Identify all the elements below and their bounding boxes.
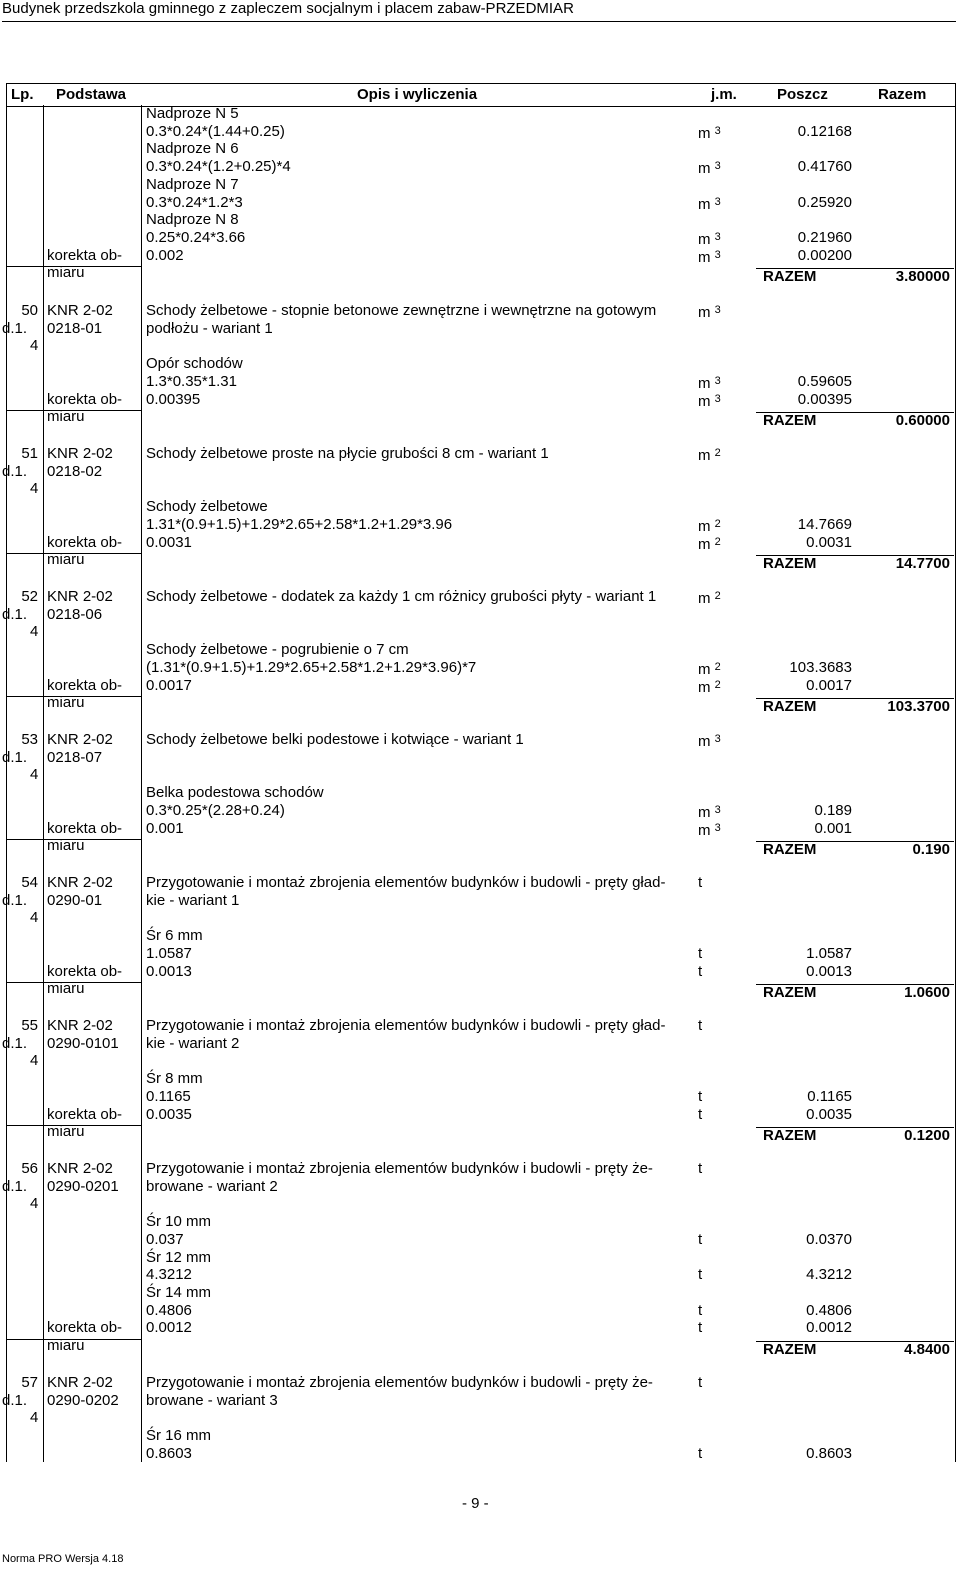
document-title: Budynek przedszkola gminnego z zapleczem socjalnym i placem zabaw-PRZEDMIAR [2,0,574,17]
item-number: 50 [21,302,38,319]
calc-value: 0.0031 [806,533,852,551]
row-separator [6,1339,141,1340]
calc-line: Schody żelbetowe - pogrubienie o 7 cm [146,641,409,659]
korekta-label: miaru [47,837,85,855]
col-podstawa: Podstawa [56,86,127,103]
calc-unit: m $^3$ [698,392,721,410]
calc-unit: m $^3$ [698,124,721,142]
calc-line: Opór schodów [146,355,243,373]
calc-line: Śr 10 mm [146,1213,212,1231]
calc-line: Śr 14 mm [146,1283,212,1301]
calc-unit: m $^3$ [698,230,721,248]
razem-label: RAZEM [763,1340,817,1358]
item-description: Przygotowanie i montaż zbrojenia elementów budynków i budowli - pręty że- [146,1160,653,1177]
razem-label: RAZEM [763,555,817,573]
item-number: 4 [30,337,39,355]
calc-value: 0.25920 [797,193,852,211]
calc-value: 0.12168 [797,122,852,140]
header-rule [2,21,956,22]
item-code: 0218-07 [47,748,103,766]
calc-unit: m $^2$ [698,678,721,696]
item-description: Przygotowanie i montaż zbrojenia elementów budynków i budowli - pręty że- [146,1374,653,1391]
calc-unit: t [698,1087,703,1105]
razem-label: RAZEM [763,984,817,1002]
item-number: d.1. [2,748,28,766]
calc-unit: m $^3$ [698,195,721,213]
col-divider-podstawa [141,105,142,1462]
calc-value: 0.00200 [797,246,852,264]
item-description: Przygotowanie i montaż zbrojenia elementów budynków i budowli - pręty gład- [146,1017,666,1034]
calc-unit: m $^2$ [698,660,721,678]
korekta-label: korekta ob- [47,819,123,837]
item-description: Schody żelbetowe belki podestowe i kotwiące - wariant 1 [146,731,524,748]
calc-unit: m $^3$ [698,374,721,392]
item-code: 0290-0202 [47,1391,119,1409]
razem-value: 3.80000 [895,268,950,286]
calc-value: 0.0035 [806,1105,852,1123]
korekta-label: korekta ob- [47,1319,123,1337]
item-number: d.1. [2,1391,28,1409]
item-number: 4 [30,909,39,927]
item-number: d.1. [2,1034,28,1052]
row-separator [6,266,141,267]
row-separator [6,696,141,697]
korekta-label: korekta ob- [47,246,123,264]
calc-line: 4.3212 [146,1266,192,1284]
item-code: KNR 2-02 [47,731,113,748]
row-separator [6,982,141,983]
row-separator [6,410,141,411]
item-code: 0290-01 [47,891,103,909]
item-description: kie - wariant 1 [146,891,240,909]
item-code: 0218-02 [47,462,103,480]
calc-line: Nadproze N 7 [146,175,239,193]
item-number: 55 [21,1017,38,1034]
row-separator [6,1125,141,1126]
item-code: 0218-06 [47,605,103,623]
calc-line: 0.1165 [146,1087,191,1105]
row-separator [6,553,141,554]
razem-label: RAZEM [763,1127,817,1145]
calc-value: 0.189 [814,801,852,819]
item-code: KNR 2-02 [47,1017,113,1034]
calc-line: 0.0013 [146,962,192,980]
calc-line: 0.002 [146,246,184,264]
calc-line: Nadproze N 5 [146,105,239,122]
korekta-label: miaru [47,694,85,712]
calc-unit: t [698,1230,703,1248]
item-number: 4 [30,1195,39,1213]
calc-line: Schody żelbetowe [146,498,268,516]
calc-unit: t [698,1301,703,1319]
item-number: 53 [21,731,38,748]
item-unit: m $^2$ [698,590,721,607]
calc-value: 0.8603 [806,1444,852,1462]
item-number: d.1. [2,319,28,337]
korekta-label: miaru [47,1337,85,1354]
item-code: KNR 2-02 [47,874,113,891]
item-number: 4 [30,1409,39,1427]
item-code: KNR 2-02 [47,1374,113,1391]
calc-value: 0.21960 [797,228,852,246]
calc-value: 0.00395 [797,390,852,408]
korekta-label: miaru [47,408,85,426]
calc-line: 1.3*0.35*1.31 [146,372,237,390]
item-code: 0290-0101 [47,1034,119,1052]
col-lp: Lp. [11,86,34,103]
item-description: Przygotowanie i montaż zbrojenia elementów budynków i budowli - pręty gład- [146,874,666,891]
item-number: 4 [30,480,39,498]
calc-value: 0.0013 [806,962,852,980]
calc-value: 0.1165 [807,1087,852,1105]
korekta-label: korekta ob- [47,676,123,694]
calc-value: 0.001 [814,819,852,837]
calc-line: 0.0012 [146,1319,192,1337]
calc-line: 0.0035 [146,1105,192,1123]
calc-line: 0.3*0.24*(1.2+0.25)*4 [146,158,291,176]
item-number: 4 [30,1052,39,1070]
razem-value: 0.190 [912,841,950,859]
calc-value: 0.0370 [806,1230,852,1248]
razem-value: 14.7700 [895,555,950,573]
item-code: 0218-01 [47,319,103,337]
calc-value: 1.0587 [806,944,852,962]
calc-line: 0.0031 [146,533,192,551]
calc-line: 0.8603 [146,1444,192,1462]
item-number: 4 [30,623,39,641]
calc-value: 103.3683 [789,658,852,676]
item-unit: t [698,1374,703,1391]
column-header-row [6,83,956,107]
item-description: kie - wariant 2 [146,1034,240,1052]
calc-line: Nadproze N 8 [146,211,239,229]
razem-value: 4.8400 [904,1340,950,1358]
korekta-label: miaru [47,264,85,282]
calc-line: Śr 16 mm [146,1427,212,1445]
item-code: KNR 2-02 [47,445,113,462]
item-description: Schody żelbetowe proste na płycie grubości 8 cm - wariant 1 [146,445,549,462]
calc-line: 0.3*0.25*(2.28+0.24) [146,801,285,819]
korekta-label: miaru [47,980,85,998]
item-unit: m $^2$ [698,447,721,464]
calc-unit: m $^3$ [698,803,721,821]
col-poszcz: Poszcz [777,86,828,103]
calc-unit: t [698,1319,703,1337]
software-version: Norma PRO Wersja 4.18 [2,1553,124,1565]
razem-value: 0.1200 [904,1127,950,1145]
calc-line: 0.037 [146,1230,184,1248]
item-number: d.1. [2,1177,28,1195]
item-unit: m $^3$ [698,304,721,321]
item-number: d.1. [2,605,28,623]
item-code: KNR 2-02 [47,1160,113,1177]
calc-line: Belka podestowa schodów [146,784,324,802]
item-code: 0290-0201 [47,1177,119,1195]
calc-unit: t [698,962,703,980]
calc-value: 4.3212 [806,1266,852,1284]
item-unit: m $^3$ [698,733,721,750]
calc-unit: m $^3$ [698,248,721,266]
item-description: Schody żelbetowe - stopnie betonowe zewnętrzne i wewnętrzne na gotowym [146,302,657,319]
calc-line: 0.4806 [146,1301,192,1319]
calc-line: Nadproze N 6 [146,140,239,158]
col-razem: Razem [878,86,927,103]
col-opis: Opis i wyliczenia [357,86,478,103]
calc-unit: t [698,1444,703,1462]
razem-label: RAZEM [763,841,817,859]
calc-line: Śr 8 mm [146,1070,203,1088]
item-unit: t [698,874,703,891]
calc-unit: m $^2$ [698,517,721,535]
calc-line: Śr 12 mm [146,1248,212,1266]
item-description: browane - wariant 3 [146,1391,278,1409]
korekta-label: korekta ob- [47,1105,123,1123]
calc-line: 0.3*0.24*1.2*3 [146,193,243,211]
korekta-label: korekta ob- [47,390,123,408]
col-jm: j.m. [711,86,737,103]
item-code: KNR 2-02 [47,302,113,319]
korekta-label: miaru [47,1123,85,1141]
calc-line: Śr 6 mm [146,927,203,945]
page-number: - 9 - [462,1495,489,1512]
razem-value: 0.60000 [895,412,950,430]
calc-unit: m $^3$ [698,821,721,839]
item-number: 54 [21,874,38,891]
item-number: d.1. [2,462,28,480]
calc-line: 0.00395 [146,390,201,408]
item-number: 51 [21,445,38,462]
calc-unit: m $^3$ [698,160,721,178]
calc-line: 0.001 [146,819,184,837]
razem-label: RAZEM [763,412,817,430]
calc-unit: t [698,1105,703,1123]
row-separator [6,839,141,840]
item-number: d.1. [2,891,28,909]
calc-value: 0.0012 [806,1319,852,1337]
razem-label: RAZEM [763,698,817,716]
korekta-label: miaru [47,551,85,569]
item-number: 52 [21,588,38,605]
calc-value: 0.4806 [806,1301,852,1319]
calc-unit: m $^2$ [698,535,721,553]
item-code: KNR 2-02 [47,588,113,605]
item-number: 57 [21,1374,38,1391]
col-divider-lp [43,105,44,1462]
calc-line: 0.0017 [146,676,192,694]
item-unit: t [698,1017,703,1034]
razem-value: 1.0600 [904,984,950,1002]
item-unit: t [698,1160,703,1177]
calc-value: 0.0017 [806,676,852,694]
item-number: 56 [21,1160,38,1177]
calc-line: 1.31*(0.9+1.5)+1.29*2.65+2.58*1.2+1.29*3.96 [146,515,453,533]
item-description: browane - wariant 2 [146,1177,278,1195]
calc-value: 14.7669 [797,515,852,533]
razem-label: RAZEM [763,268,817,286]
calc-unit: t [698,944,703,962]
calc-unit: t [698,1266,703,1284]
calc-line: 0.3*0.24*(1.44+0.25) [146,122,285,140]
calc-line: 1.0587 [146,944,192,962]
korekta-label: korekta ob- [47,533,123,551]
calc-value: 0.59605 [797,372,852,390]
calc-value: 0.41760 [797,158,852,176]
item-description: Schody żelbetowe - dodatek za każdy 1 cm różnicy grubości płyty - wariant 1 [146,588,657,605]
calc-line: (1.31*(0.9+1.5)+1.29*2.65+2.58*1.2+1.29*3.96)*7 [146,658,477,676]
razem-value: 103.3700 [887,698,950,716]
item-number: 4 [30,766,39,784]
item-description: podłożu - wariant 1 [146,319,273,337]
calc-line: 0.25*0.24*3.66 [146,228,246,246]
korekta-label: korekta ob- [47,962,123,980]
